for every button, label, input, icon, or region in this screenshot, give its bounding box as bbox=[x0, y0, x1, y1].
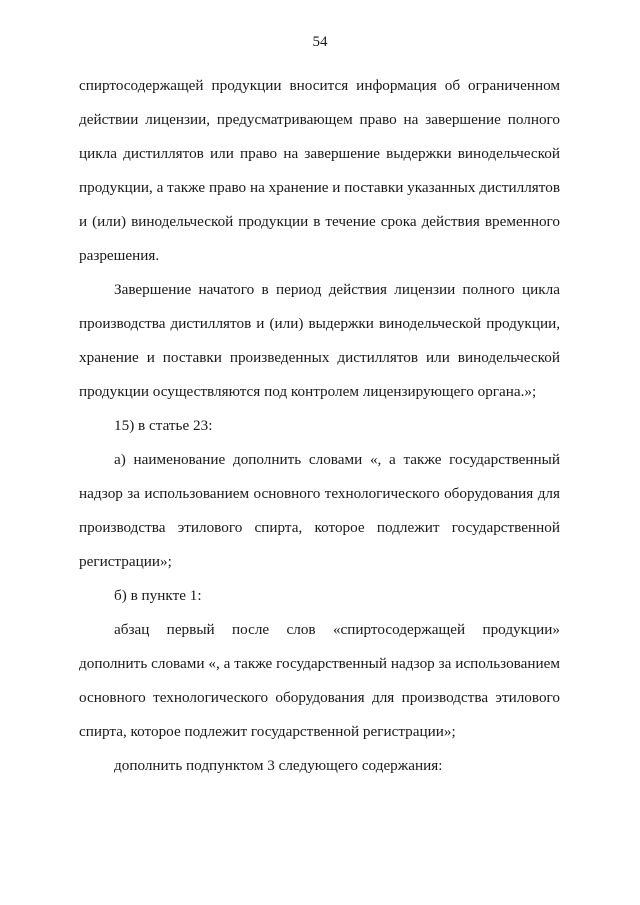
page-number: 54 bbox=[312, 34, 328, 50]
paragraph-subitem-a: а) наименование дополнить словами «, а также государственный надзор за использованием основного технологического оборудования для производства этилового спирта, которое подлежит государственной регистрации»; bbox=[79, 451, 560, 570]
document-body bbox=[79, 69, 560, 783]
paragraph-1-continuation: спиртосодержащей продукции вносится информация об ограниченном действии лицензии, предусматривающем право на завершение полного цикла дистиллятов или право на завершение выдержки винодельческой продукции, а также право на хранение и поставки указанных дистиллятов и (или) винодельческой продукции в течение срока действия временного разрешения. bbox=[79, 77, 560, 264]
paragraph-subitem-b: б) в пункте 1: bbox=[114, 587, 202, 604]
paragraph-abzac-first: абзац первый после слов «спиртосодержащей продукции» дополнить словами «, а также государственный надзор за использованием основного технологического оборудования для производства этилового спирта, которое подлежит государственной регистрации»; bbox=[79, 621, 560, 740]
paragraph-item-15: 15) в статье 23: bbox=[114, 417, 213, 434]
paragraph-add-subitem-3: дополнить подпунктом 3 следующего содержания: bbox=[114, 757, 443, 774]
paragraph-2: Завершение начатого в период действия лицензии полного цикла производства дистиллятов и (или) выдержки винодельческой продукции, хранение и поставки произведенных дистиллятов или винодельческой продукции осуществляются под контролем лицензирующего органа.»; bbox=[79, 281, 560, 400]
